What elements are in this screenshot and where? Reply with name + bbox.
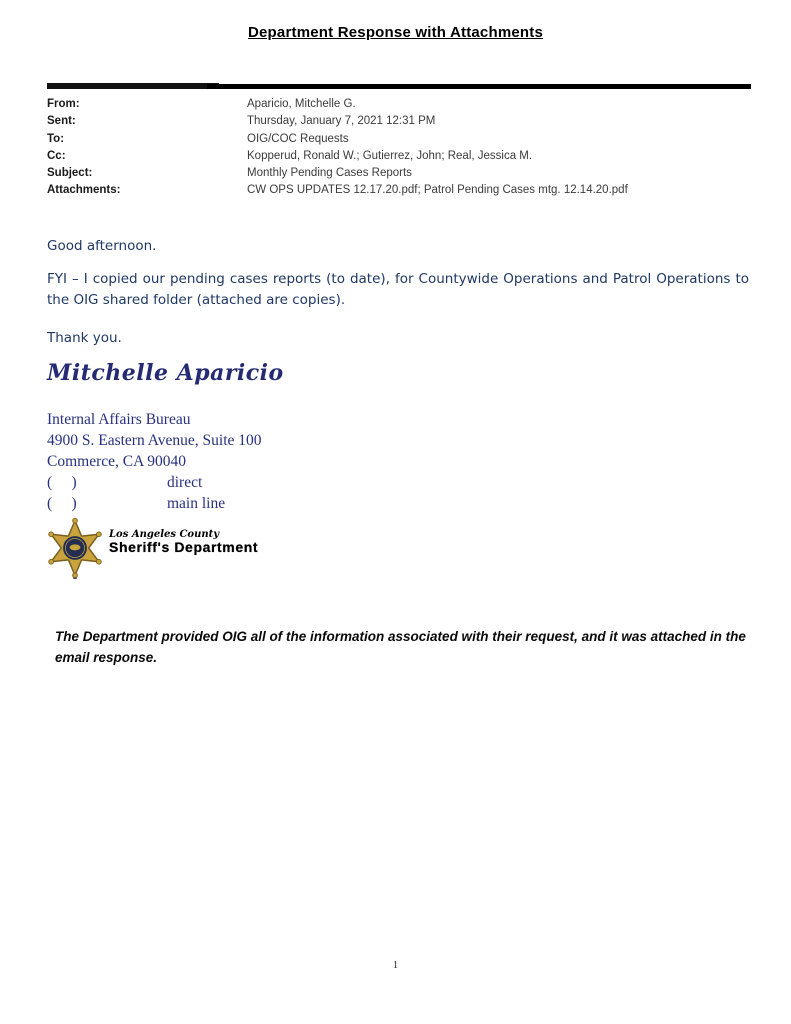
page-title — [0, 24, 791, 42]
sent-label: Sent: — [47, 115, 76, 128]
attachments-label: Attachments: — [47, 184, 121, 197]
divider-segment-right — [207, 84, 751, 89]
signature-address-line1: 4900 S. Eastern Avenue, Suite 100 — [47, 432, 262, 449]
signature-org: Internal Affairs Bureau — [47, 411, 191, 428]
sheriff-logo-text — [109, 517, 258, 555]
signature-address-line2: Commerce, CA 90040 — [47, 453, 187, 470]
field-row-sent — [47, 113, 751, 130]
signature-name: Mitchelle Aparicio — [47, 360, 284, 386]
phone-line-main — [47, 493, 262, 514]
phone-main-label: main line — [167, 495, 226, 512]
cc-value: Kopperud, Ronald W.; Gutierrez, John; Real, Jessica M. — [247, 149, 533, 162]
email-header — [47, 96, 751, 200]
page-title-text: Department Response with Attachments — [247, 24, 544, 41]
field-row-cc — [47, 148, 751, 165]
attachments-value: CW OPS UPDATES 12.17.20.pdf; Patrol Pending Cases mtg. 12.14.20.pdf — [247, 184, 628, 197]
sent-value: Thursday, January 7, 2021 12:31 PM — [247, 115, 436, 128]
logo-department-text: Sheriff's Department — [109, 539, 259, 555]
subject-value: Monthly Pending Cases Reports — [247, 167, 412, 180]
field-row-from — [47, 96, 751, 113]
divider-segment-left — [47, 83, 219, 89]
from-value: Aparicio, Mitchelle G. — [247, 98, 356, 110]
from-label: From: — [47, 98, 80, 110]
sheriff-department-logo — [45, 517, 258, 579]
subject-label: Subject: — [47, 167, 93, 180]
body-paragraph: FYI – I copied our pending cases reports (to date), for Countywide Operations and Patrol Operations to the OIG shared folder (attached are copies). — [47, 271, 749, 308]
cc-label: Cc: — [47, 149, 66, 162]
phone-main-redacted: ( ) — [47, 495, 77, 512]
phone-line-direct — [47, 472, 262, 493]
field-row-attachments — [47, 182, 751, 199]
divider-rule — [47, 83, 751, 89]
page-number: 1 — [392, 960, 399, 971]
email-body — [47, 236, 749, 349]
logo-county-text: Los Angeles County — [109, 529, 220, 540]
phone-direct-label: direct — [167, 474, 203, 491]
phone-direct-redacted: ( ) — [47, 474, 77, 491]
field-row-subject — [47, 165, 751, 182]
to-value: OIG/COC Requests — [247, 132, 349, 145]
to-label: To: — [47, 132, 65, 145]
signature-block — [47, 409, 262, 514]
sheriff-star-icon — [45, 517, 105, 579]
field-row-to — [47, 131, 751, 148]
greeting-text: Good afternoon. — [47, 238, 157, 254]
department-note: The Department provided OIG all of the information associated with their request, and it was attached in the email response. — [55, 629, 746, 665]
closing-text: Thank you. — [47, 330, 122, 346]
